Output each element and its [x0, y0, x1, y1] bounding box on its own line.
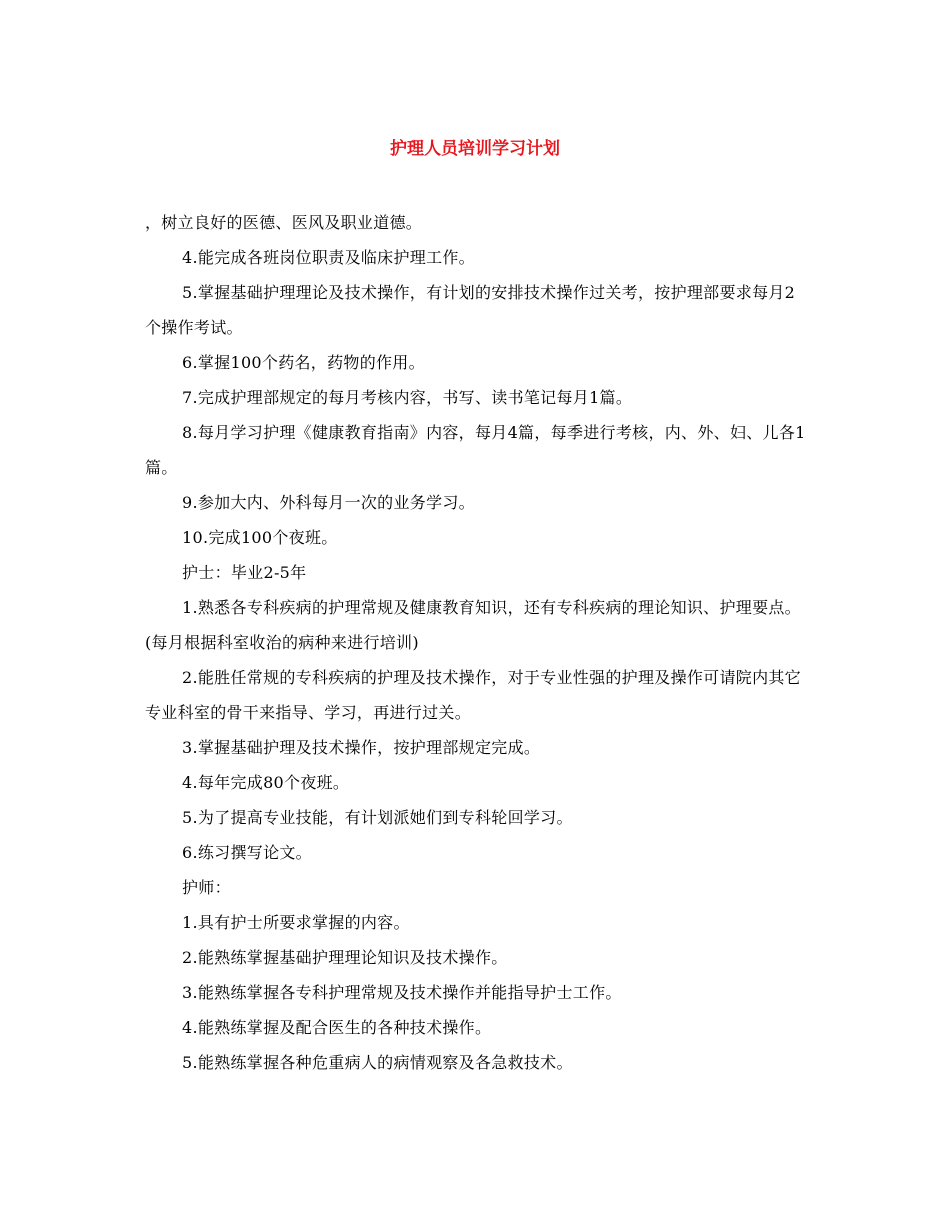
- paragraph: 8.每月学习护理《健康教育指南》内容，每月4篇，每季进行考核，内、外、妇、儿各1篇。: [145, 423, 806, 477]
- paragraph: 5.为了提高专业技能，有计划派她们到专科轮回学习。: [182, 808, 573, 827]
- paragraph: 5.能熟练掌握各种危重病人的病情观察及各急救技术。: [182, 1053, 573, 1072]
- paragraph: 9.参加大内、外科每月一次的业务学习。: [182, 493, 475, 512]
- paragraph: ，树立良好的医德、医风及职业道德。: [145, 213, 423, 232]
- paragraph: 10.完成100个夜班。: [182, 528, 338, 547]
- paragraph: 4.能完成各班岗位职责及临床护理工作。: [182, 248, 475, 267]
- paragraph: 4.每年完成80个夜班。: [182, 773, 350, 792]
- document-body: [145, 205, 810, 1080]
- section-heading-nurse: 护士：毕业2-5年: [182, 563, 307, 582]
- paragraph: 4.能熟练掌握及配合医生的各种技术操作。: [182, 1018, 492, 1037]
- paragraph: 2.能熟练掌握基础护理理论知识及技术操作。: [182, 948, 508, 967]
- paragraph: 2.能胜任常规的专科疾病的护理及技术操作，对于专业性强的护理及操作可请院内其它专业科室的骨干来指导、学习，再进行过关。: [145, 668, 801, 722]
- paragraph: 5.掌握基础护理理论及技术操作，有计划的安排技术操作过关考，按护理部要求每月2个操作考试。: [145, 283, 796, 337]
- paragraph: 3.能熟练掌握各专科护理常规及技术操作并能指导护士工作。: [182, 983, 622, 1002]
- paragraph: 1.熟悉各专科疾病的护理常规及健康教育知识，还有专科疾病的理论知识、护理要点。(每月根据科室收治的病种来进行培训): [145, 598, 801, 652]
- document-title: 护理人员培训学习计划: [390, 139, 560, 159]
- paragraph: 7.完成护理部规定的每月考核内容，书写、读书笔记每月1篇。: [182, 388, 633, 407]
- paragraph: 3.掌握基础护理及技术操作，按护理部规定完成。: [182, 738, 541, 757]
- paragraph: 6.练习撰写论文。: [182, 843, 312, 862]
- paragraph: 1.具有护士所要求掌握的内容。: [182, 913, 410, 932]
- section-heading-senior-nurse: 护师：: [182, 878, 231, 897]
- paragraph: 6.掌握100个药名，药物的作用。: [182, 353, 425, 372]
